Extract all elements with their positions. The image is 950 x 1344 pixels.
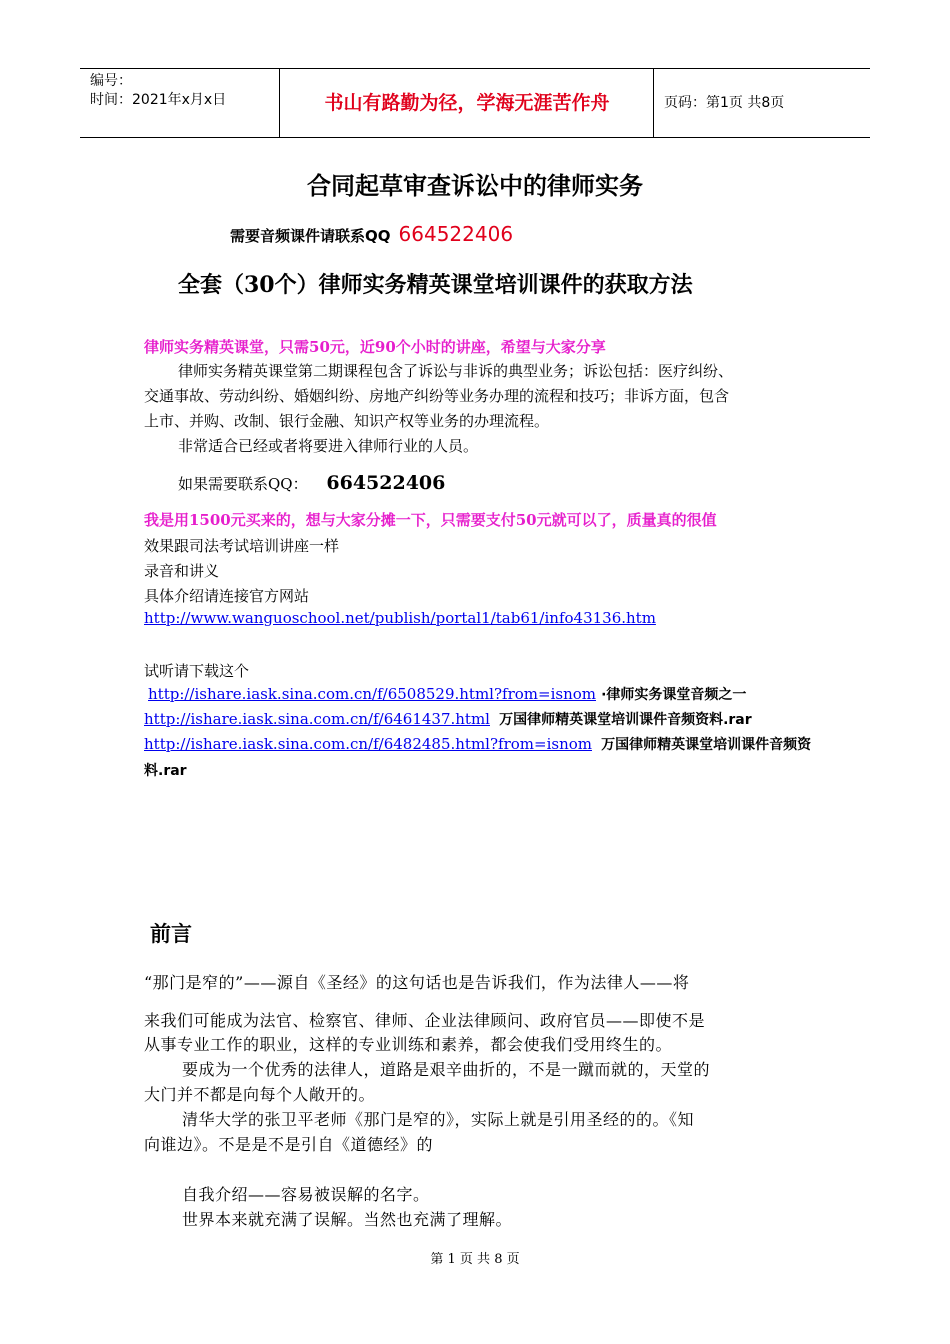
time-label: 时间：2021年x月x日 bbox=[90, 92, 227, 108]
qq-contact-line bbox=[230, 222, 513, 246]
promo-para2: 非常适合已经或者将要进入律师行业的人员。 bbox=[178, 437, 479, 455]
trial-item-1 bbox=[148, 684, 746, 704]
promo-highlight: 律师实务精英课堂，只需50元，近90个小时的讲座，希望与大家分享 bbox=[144, 338, 606, 356]
preface-heading: 前言 bbox=[150, 921, 192, 946]
promo-para1-line1: 律师实务精英课堂第二期课程包含了诉讼与非诉的典型业务；诉讼包括：医疗纠纷、 bbox=[178, 362, 734, 380]
trial-item-3 bbox=[144, 734, 811, 754]
page-footer: 第 1 页 共 8 页 bbox=[430, 1252, 520, 1267]
trial-item-2 bbox=[144, 709, 752, 729]
code-label: 编号： bbox=[90, 73, 132, 89]
trial-link-1[interactable]: http://ishare.iask.sina.com.cn/f/6508529.html?from=isnom bbox=[148, 685, 596, 703]
preface-line-8: 自我介绍——容易被误解的名字。 bbox=[182, 1185, 430, 1204]
trial-link-3[interactable]: http://ishare.iask.sina.com.cn/f/6482485.html?from=isnom bbox=[144, 735, 592, 753]
trial-label: 试听请下载这个 bbox=[144, 662, 250, 680]
trial-title-3-cont: 料.rar bbox=[144, 763, 187, 779]
qq-number: 664522406 bbox=[398, 222, 514, 246]
intro-line: 具体介绍请连接官方网站 bbox=[144, 587, 310, 605]
preface-line-3: 从事专业工作的职业，这样的专业训练和素养，都会使我们受用终生的。 bbox=[144, 1035, 673, 1054]
header-table bbox=[80, 68, 870, 138]
document-title: 合同起草审查诉讼中的律师实务 bbox=[307, 171, 643, 200]
document-subtitle: 全套（30个）律师实务精英课堂培训课件的获取方法 bbox=[178, 272, 693, 298]
preface-line-9: 世界本来就充满了误解。当然也充满了理解。 bbox=[182, 1210, 513, 1229]
preface-line-2: 来我们可能成为法官、检察官、律师、企业法律顾问、政府官员——即使不是 bbox=[144, 1011, 706, 1030]
materials-line: 录音和讲义 bbox=[144, 562, 220, 580]
preface-line-4: 要成为一个优秀的法律人，道路是艰辛曲折的，不是一蹴而就的，天堂的 bbox=[182, 1060, 711, 1079]
header-meta bbox=[80, 69, 280, 137]
trial-link-2[interactable]: http://ishare.iask.sina.com.cn/f/6461437.html bbox=[144, 710, 490, 728]
promo-highlight2: 我是用1500元买来的，想与大家分摊一下，只需要支付50元就可以了，质量真的很值 bbox=[144, 511, 717, 529]
contact-number: 664522406 bbox=[326, 472, 446, 494]
trial-title-3: 万国律师精英课堂培训课件音频资 bbox=[601, 737, 812, 753]
preface-line-7: 向谁边》。不是是不是引自《道德经》的 bbox=[144, 1135, 434, 1154]
trial-title-1: ·律师实务课堂音频之一 bbox=[601, 687, 747, 703]
qq-prompt: 需要音频课件请联系QQ bbox=[230, 227, 391, 245]
effect-line: 效果跟司法考试培训讲座一样 bbox=[144, 537, 340, 555]
contact-line bbox=[178, 472, 445, 494]
header-page-info: 页码：第1页 共8页 bbox=[664, 95, 785, 111]
official-site-link[interactable]: http://www.wanguoschool.net/publish/portal1/tab61/info43136.htm bbox=[144, 609, 656, 627]
header-motto: 书山有路勤为径，学海无涯苦作舟 bbox=[281, 69, 654, 137]
preface-line-6: 清华大学的张卫平老师《那门是窄的》，实际上就是引用圣经的的。《知 bbox=[182, 1110, 695, 1129]
preface-line-1: “那门是窄的”——源自《圣经》的这句话也是告诉我们，作为法律人——将 bbox=[144, 973, 690, 992]
preface-line-5: 大门并不都是向每个人敞开的。 bbox=[144, 1085, 376, 1104]
promo-para1-line2: 交通事故、劳动纠纷、婚姻纠纷、房地产纠纷等业务办理的流程和技巧；非诉方面，包含 bbox=[144, 387, 730, 405]
contact-label: 如果需要联系QQ： bbox=[178, 475, 308, 493]
trial-title-2: 万国律师精英课堂培训课件音频资料.rar bbox=[499, 712, 752, 728]
promo-para1-line3: 上市、并购、改制、银行金融、知识产权等业务的办理流程。 bbox=[144, 412, 550, 430]
